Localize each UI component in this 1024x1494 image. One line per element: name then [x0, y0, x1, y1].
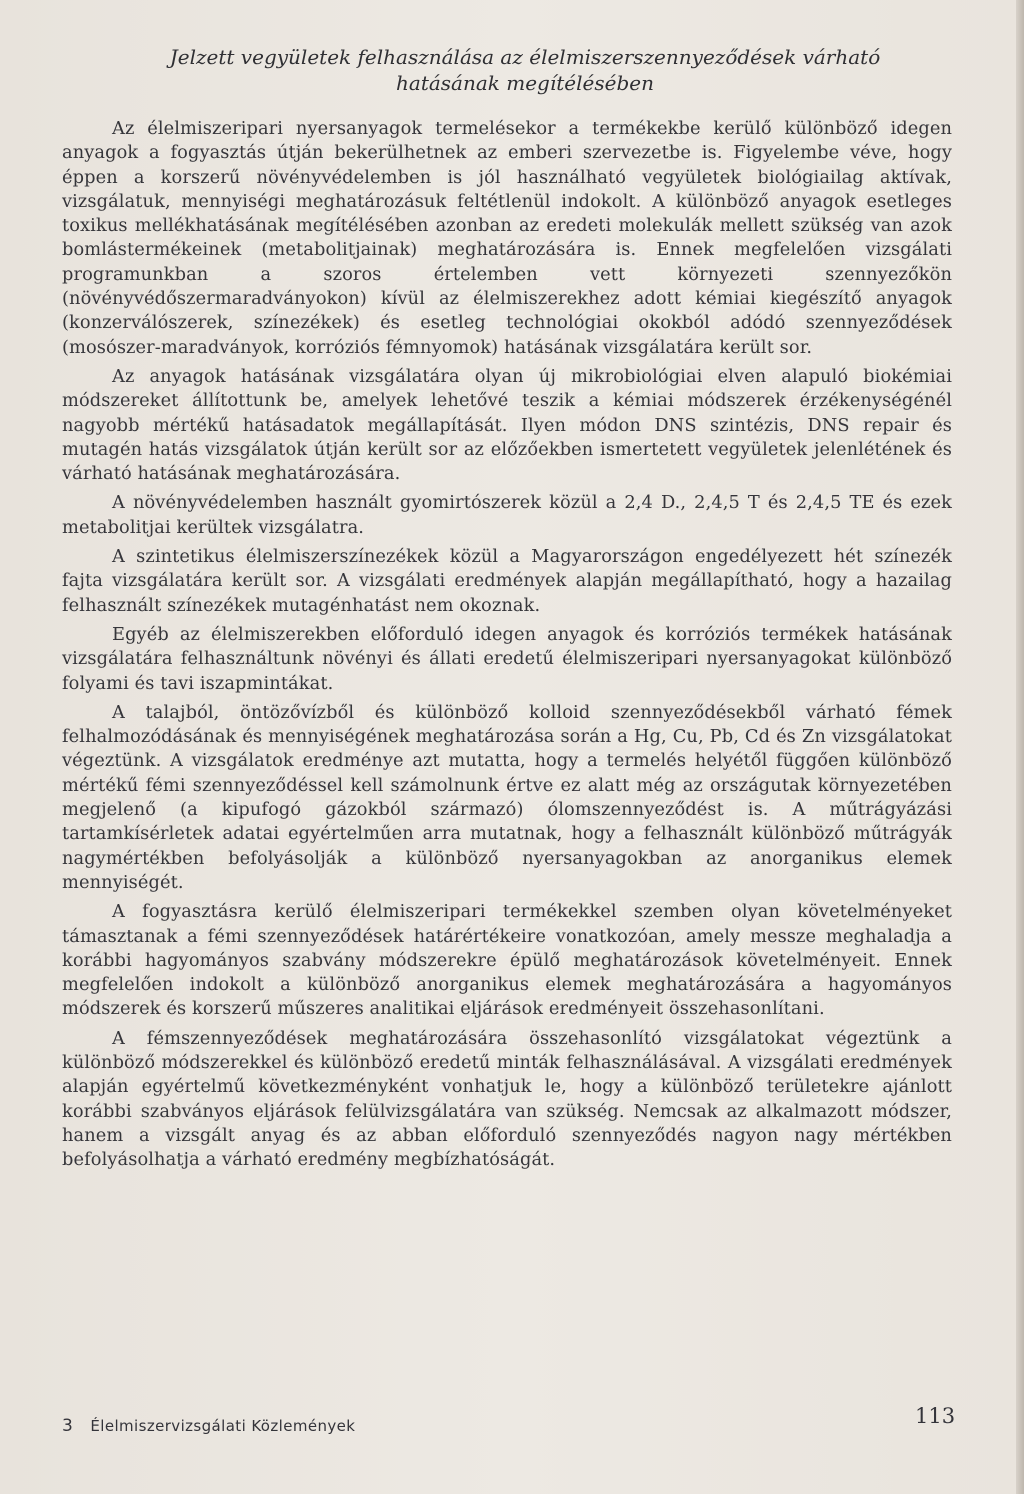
page-number: 113 — [915, 1404, 956, 1428]
page-edge-shadow — [1016, 0, 1024, 1494]
paragraph-3: A növényvédelemben használt gyomirtószerek közül a 2,4 D., 2,4,5 T és 2,4,5 TE és ezek metabolitjai kerültek vizsgálatra. — [62, 492, 952, 538]
paragraph-5: Egyéb az élelmiszerekben előforduló idegen anyagok és korróziós termékek hatásának vizsgálatára felhasználtunk növényi és állati eredetű élelmiszeripari nyersanyagokat különböző folyami és tavi iszapmintákat. — [62, 623, 952, 694]
footer-journal-name: Élelmiszervizsgálati Közlemények — [90, 1417, 356, 1435]
paragraph-6: A talajból, öntözővízből és különböző kolloid szennyeződésekből várható fémek felhalmozódásának és mennyiségének meghatározása során a Hg, Cu, Pb, Cd és Zn vizsgálatokat végeztünk. A vizsgálatok eredménye azt mutatta, hogy a termelés helyétől függően különböző mértékű fémi szennyeződéssel kell számolnunk értve ez alatt még az országutak környezetében megjelenő (a kipufogó gázokból származó) ólomszennyeződést is. A műtrágyázási tartamkísérletek adatai egyértelműen arra mutatnak, hogy a felhasznált különböző műtrágyák nagymértékben befolyásolják a különböző nyersanyagokban az anorganikus elemek mennyiségét. — [62, 701, 952, 893]
article-title-line-1: Jelzett vegyületek felhasználása az élelmiszerszennyeződések várható — [169, 45, 881, 69]
article-title — [100, 44, 950, 96]
paragraph-8: A fémszennyeződések meghatározására összehasonlító vizsgálatokat végeztünk a különböző módszerekkel és különböző eredetű minták felhasználásával. A vizsgálati eredmények alapján egyértelmű következményként vonhatjuk le, hogy a különböző területekre ajánlott korábbi szabványos eljárások felülvizsgálatára van szükség. Nemcsak az alkalmazott módszer, hanem a vizsgált anyag és az abban előforduló szennyeződés nagyon nagy mértékben befolyásolhatja a várható eredmény megbízhatóságát. — [62, 1027, 952, 1171]
article-title-line-2: hatásának megítélésében — [396, 71, 654, 95]
page-footer — [62, 1416, 355, 1436]
paragraph-2: Az anyagok hatásának vizsgálatára olyan új mikrobiológiai elven alapuló biokémiai módszereket állítottunk be, amelyek lehetővé teszik a kémiai módszerek érzékenységénél nagyobb mértékű hatásadatok megállapítását. Ilyen módon DNS szintézis, DNS repair és mutagén hatás vizsgálatok útján került sor az előzőekben ismertetett vegyületek jelenlétének és várható hatásának meghatározására. — [62, 365, 952, 485]
paragraph-1: Az élelmiszeripari nyersanyagok termelésekor a termékekbe kerülő különböző idegen anyagok a fogyasztás útján bekerülhetnek az emberi szervezetbe is. Figyelembe véve, hogy éppen a korszerű növényvédelemben is jól használható vegyületek biológiailag aktívak, vizsgálatuk, mennyiségi meghatározásuk feltétlenül indokolt. A különböző anyagok esetleges toxikus mellékhatásának megítélésében azonban az eredeti molekulák mellett szükség van azok bomlástermékeinek (metabolitjainak) meghatározására is. Ennek megfelelően vizsgálati programunkban a szoros értelemben vett környezeti szennyezőkön (növényvédőszermaradványokon) kívül az élelmiszerekhez adott kémiai kiegészítő anyagok (konzerválószerek, színezékek) és esetleg technológiai okokból adódó szennyeződések (mosószer-maradványok, korróziós fémnyomok) hatásának vizsgálatára került sor. — [62, 118, 952, 358]
paragraph-4: A szintetikus élelmiszerszínezékek közül a Magyarországon engedélyezett hét színezék fajta vizsgálatára került sor. A vizsgálati eredmények alapján megállapítható, hogy a hazailag felhasznált színezékek mutagénhatást nem okoznak. — [62, 546, 952, 616]
article-body — [62, 117, 952, 1177]
paragraph-7: A fogyasztásra kerülő élelmiszeripari termékekkel szemben olyan követelményeket támasztanak a fémi szennyeződések határértékeire vonatkozóan, amely messze meghaladja a korábbi hagyományos szabvány módszerekre épülő meghatározások követelményeit. Ennek megfelelően indokolt a különböző anorganikus elemek meghatározására a hagyományos módszerek és korszerű műszeres analitikai eljárások eredményeit összehasonlítani. — [62, 901, 952, 1020]
footer-signature-number: 3 — [62, 1416, 74, 1436]
